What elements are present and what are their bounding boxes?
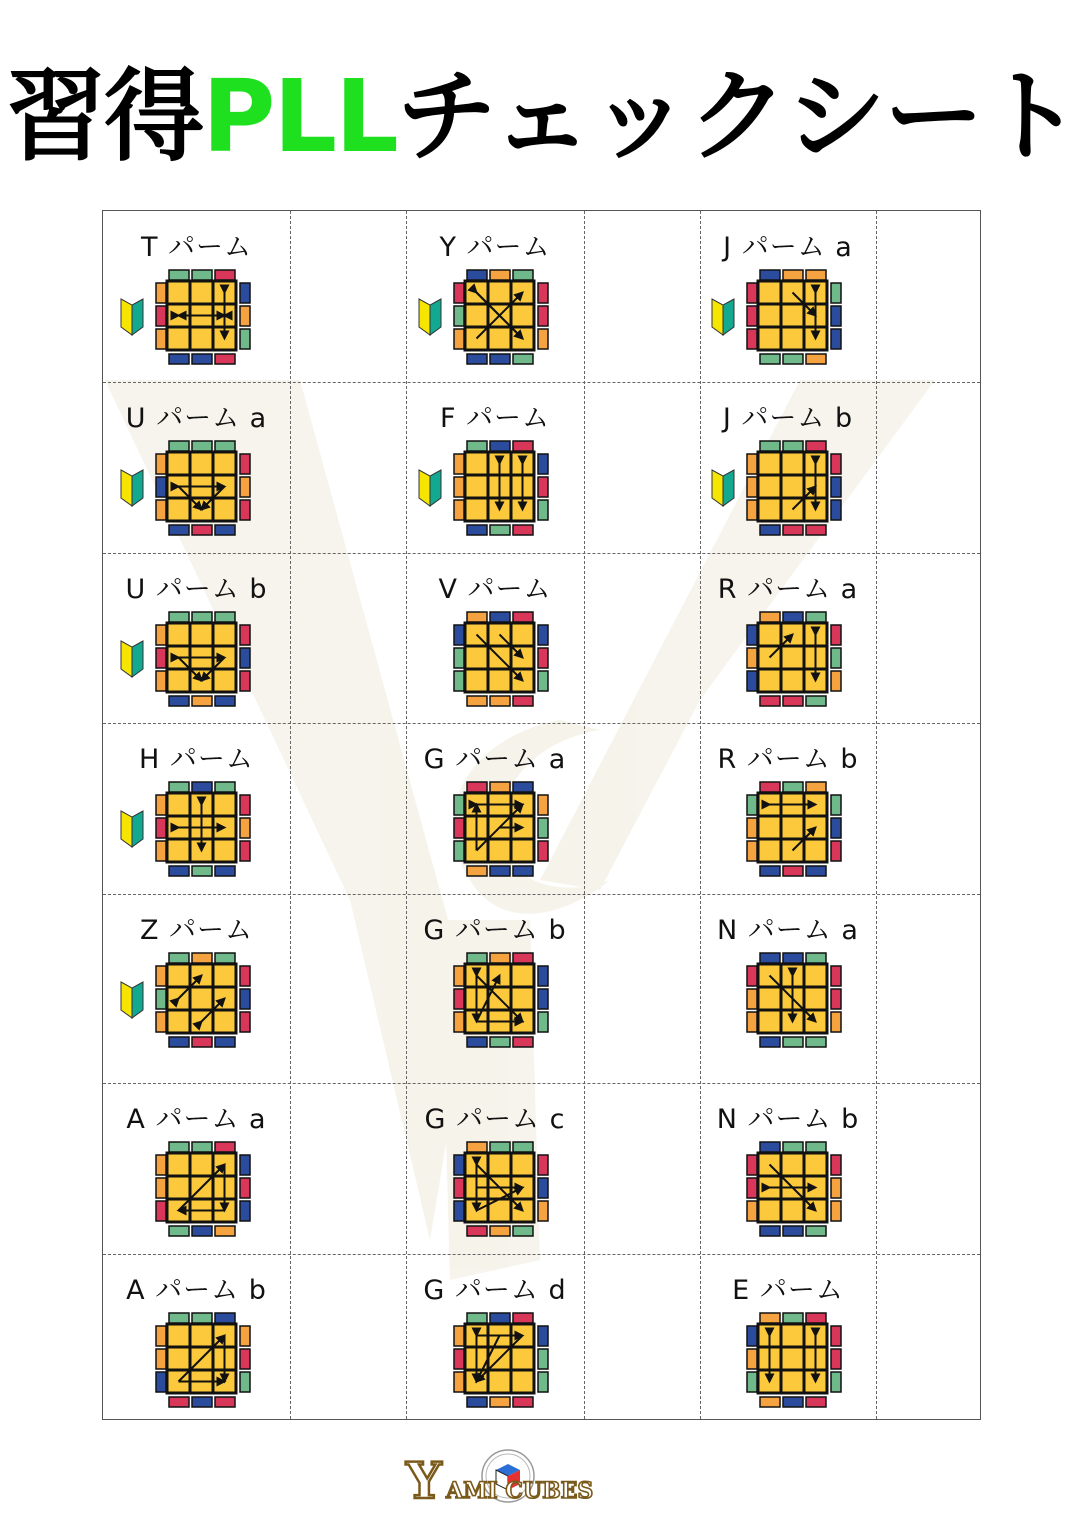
check-box-cell[interactable]	[290, 1083, 406, 1254]
pll-case-label: U パーム b	[125, 574, 268, 605]
beginner-mark-icon	[119, 468, 145, 508]
check-box-cell[interactable]	[584, 894, 700, 1083]
beginner-mark-icon	[119, 297, 145, 337]
check-box-cell[interactable]	[876, 723, 982, 894]
cube-diagram	[155, 611, 251, 707]
check-box-cell[interactable]	[876, 1083, 982, 1254]
page-title	[0, 58, 1086, 175]
pll-case-label: G パーム c	[424, 1104, 566, 1135]
pll-case-label: E パーム	[732, 1275, 844, 1306]
beginner-mark-icon	[417, 468, 443, 508]
pll-case-cell	[406, 553, 584, 723]
pll-case-label: J パーム a	[723, 232, 853, 263]
pll-case-label: R パーム b	[717, 744, 859, 775]
check-box-cell[interactable]	[876, 211, 982, 382]
check-box-cell[interactable]	[876, 1254, 982, 1421]
check-box-cell[interactable]	[290, 894, 406, 1083]
pll-case-label: R パーム a	[717, 574, 859, 605]
title-accent: PLL	[202, 58, 397, 175]
check-box-cell[interactable]	[584, 211, 700, 382]
check-box-cell[interactable]	[290, 211, 406, 382]
check-box-cell[interactable]	[584, 1254, 700, 1421]
cube-diagram	[155, 269, 251, 365]
check-box-cell[interactable]	[290, 723, 406, 894]
pll-case-cell	[103, 382, 290, 553]
check-box-cell[interactable]	[290, 1254, 406, 1421]
pll-case-cell	[406, 723, 584, 894]
beginner-mark-icon	[710, 468, 736, 508]
beginner-mark-icon	[417, 297, 443, 337]
cube-diagram	[746, 1312, 842, 1408]
cube-diagram	[155, 1312, 251, 1408]
cube-diagram	[746, 1141, 842, 1237]
pll-case-cell	[103, 211, 290, 382]
check-box-cell[interactable]	[876, 894, 982, 1083]
pll-case-label: Z パーム	[139, 915, 254, 946]
beginner-mark-icon	[119, 980, 145, 1020]
beginner-mark-icon	[119, 639, 145, 679]
cube-diagram	[453, 269, 549, 365]
pll-case-cell	[406, 211, 584, 382]
pll-case-label: G パーム a	[423, 744, 567, 775]
pll-case-label: F パーム	[439, 403, 551, 434]
pll-case-label: V パーム	[438, 574, 552, 605]
pll-case-label: G パーム d	[423, 1275, 567, 1306]
cube-diagram	[155, 440, 251, 536]
svg-text:Y: Y	[406, 1451, 442, 1505]
pll-case-label: A パーム a	[126, 1104, 267, 1135]
pll-case-cell	[700, 1254, 876, 1421]
beginner-mark-icon	[710, 297, 736, 337]
pll-case-cell	[700, 382, 876, 553]
title-suffix: チェックシート	[396, 58, 1080, 175]
pll-case-cell	[406, 1254, 584, 1421]
pll-case-label: A パーム b	[126, 1275, 267, 1306]
pll-case-label: G パーム b	[423, 915, 567, 946]
pll-case-cell	[406, 1083, 584, 1254]
cube-diagram	[746, 611, 842, 707]
pll-case-cell	[700, 211, 876, 382]
pll-case-label: N パーム a	[717, 915, 859, 946]
pll-case-cell	[103, 1083, 290, 1254]
pll-case-cell	[700, 894, 876, 1083]
check-box-cell[interactable]	[290, 382, 406, 553]
title-prefix: 習得	[6, 58, 203, 175]
pll-case-cell	[103, 723, 290, 894]
cube-diagram	[453, 440, 549, 536]
beginner-mark-icon	[119, 809, 145, 849]
pll-case-cell	[700, 723, 876, 894]
check-box-cell[interactable]	[584, 553, 700, 723]
cube-diagram	[746, 952, 842, 1048]
pll-case-label: H パーム	[139, 744, 254, 775]
cube-diagram	[453, 1141, 549, 1237]
cube-diagram	[453, 781, 549, 877]
cube-diagram	[746, 781, 842, 877]
cube-diagram	[453, 1312, 549, 1408]
check-box-cell[interactable]	[876, 382, 982, 553]
svg-text:AMI CUBES: AMI CUBES	[446, 1478, 594, 1504]
check-box-cell[interactable]	[584, 382, 700, 553]
pll-case-label: U パーム a	[125, 403, 268, 434]
pll-case-label: Y パーム	[439, 232, 551, 263]
cube-diagram	[453, 952, 549, 1048]
pll-case-cell	[700, 1083, 876, 1254]
yami-cubes-logo	[400, 1440, 605, 1505]
pll-case-cell	[103, 553, 290, 723]
pll-check-table	[102, 210, 981, 1420]
cube-diagram	[155, 1141, 251, 1237]
check-box-cell[interactable]	[876, 553, 982, 723]
cube-diagram	[746, 440, 842, 536]
pll-case-label: N パーム b	[716, 1104, 860, 1135]
cube-diagram	[746, 269, 842, 365]
check-box-cell[interactable]	[584, 1083, 700, 1254]
pll-case-label: J パーム b	[722, 403, 854, 434]
check-box-cell[interactable]	[584, 723, 700, 894]
cube-diagram	[453, 611, 549, 707]
pll-case-cell	[406, 382, 584, 553]
pll-case-cell	[700, 553, 876, 723]
cube-diagram	[155, 952, 251, 1048]
pll-case-cell	[406, 894, 584, 1083]
check-box-cell[interactable]	[290, 553, 406, 723]
cube-diagram	[155, 781, 251, 877]
pll-case-label: T パーム	[140, 232, 253, 263]
pll-case-cell	[103, 1254, 290, 1421]
pll-case-cell	[103, 894, 290, 1083]
